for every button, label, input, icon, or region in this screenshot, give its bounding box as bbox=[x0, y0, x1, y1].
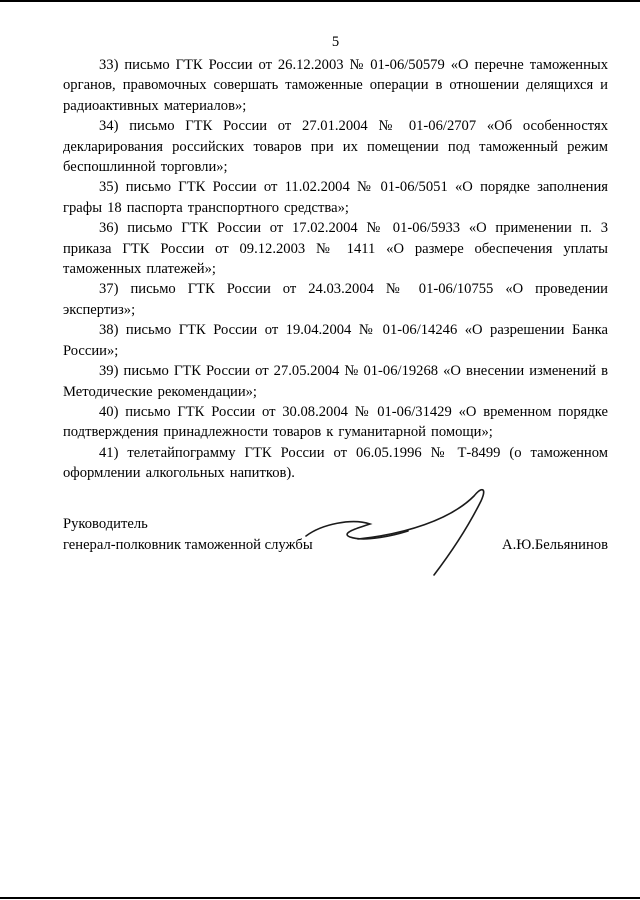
list-item: 36) письмо ГТК России от 17.02.2004 № 01-06/5933 «О применении п. 3 приказа ГТК России от 09.12.2003 № 1411 «О размере обеспечения уплаты таможенных платежей»; bbox=[63, 220, 608, 278]
list-item: 35) письмо ГТК России от 11.02.2004 № 01-06/5051 «О порядке заполнения графы 18 паспорта транспортного средства»; bbox=[63, 179, 608, 216]
list-item: 37) письмо ГТК России от 24.03.2004 № 01-06/10755 «О проведении экспертиз»; bbox=[63, 281, 608, 318]
page-number: 5 bbox=[331, 34, 340, 50]
signatory-title: Руководитель bbox=[63, 516, 148, 532]
signatory-rank: генерал-полковник таможенной службы bbox=[63, 536, 313, 553]
list-item: 33) письмо ГТК России от 26.12.2003 № 01-06/50579 «О перечне таможенных органов, правомочных совершать таможенные операции в отношении делящихся и радиоактивных материалов»; bbox=[63, 57, 608, 114]
list-item: 39) письмо ГТК России от 27.05.2004 № 01-06/19268 «О внесении изменений в Методические рекомендации»; bbox=[63, 363, 608, 400]
list-item: 40) письмо ГТК России от 30.08.2004 № 01-06/31429 «О временном порядке подтверждения принадлежности товаров к гуманитарной помощи»; bbox=[63, 403, 608, 441]
list-item: 41) телетайпограмму ГТК России от 06.05.1996 № Т-8499 (о таможенном оформлении алкогольных напитков). bbox=[63, 444, 608, 482]
list-item: 34) письмо ГТК России от 27.01.2004 № 01-06/2707 «Об особенностях декларирования российских товаров при их помещении под таможенный режим беспошлинной торговли»; bbox=[63, 118, 608, 176]
scan-artifact-bottom bbox=[0, 897, 640, 899]
list-item: 38) письмо ГТК России от 19.04.2004 № 01-06/14246 «О разрешении Банка России»; bbox=[63, 322, 608, 359]
signature-block bbox=[63, 514, 608, 555]
signatory-name: А.Ю.Бельянинов bbox=[502, 536, 608, 553]
